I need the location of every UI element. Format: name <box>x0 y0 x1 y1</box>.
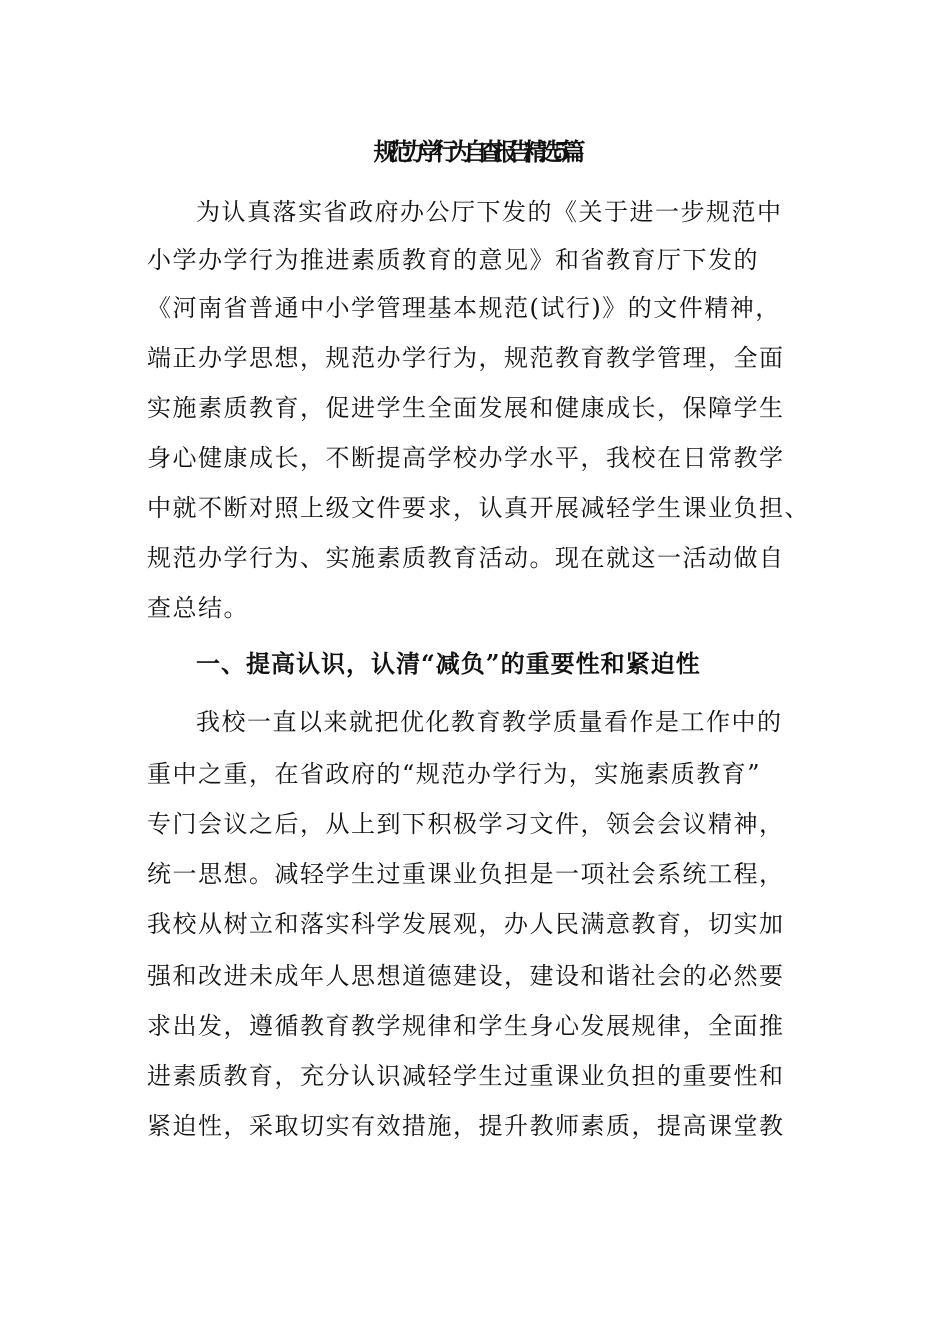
paragraph-line: 《河南省普通中小学管理基本规范(试行)》的文件精神， <box>147 294 781 322</box>
paragraph-line: 求出发，遵循教育教学规律和学生身心发展规律，全面推 <box>147 1012 785 1040</box>
paragraph-line: 我校从树立和落实科学发展观，办人民满意教育，切实加 <box>147 910 785 938</box>
paragraph-line: 查总结。 <box>147 594 249 622</box>
section-heading: 一、提高认识，认清“减负”的重要性和紧迫性 <box>196 649 701 678</box>
paragraph-line: 中就不断对照上级文件要求，认真开展减轻学生课业负担、 <box>147 494 810 522</box>
paragraph-line: 端正办学思想，规范办学行为，规范教育教学管理，全面 <box>147 344 785 372</box>
paragraph-line: 强和改进未成年人思想道德建设，建设和谐社会的必然要 <box>147 962 785 990</box>
paragraph-line: 实施素质教育，促进学生全面发展和健康成长，保障学生 <box>147 394 785 422</box>
paragraph-line: 小学办学行为推进素质教育的意见》和省教育厅下发的 <box>147 246 759 274</box>
paragraph-line: 规范办学行为、实施素质教育活动。现在就这一活动做自 <box>147 544 785 572</box>
paragraph-line: 身心健康成长，不断提高学校办学水平，我校在日常教学 <box>147 444 785 472</box>
paragraph-line: 重中之重，在省政府的“规范办学行为，实施素质教育” <box>147 760 762 788</box>
paragraph-line: 我校一直以来就把优化教育教学质量看作是工作中的 <box>196 708 783 736</box>
paragraph-line: 紧迫性，采取切实有效措施，提升教师素质，提高课堂教 <box>147 1112 785 1140</box>
paragraph-line: 为认真落实省政府办公厅下发的《关于进一步规范中 <box>196 198 783 226</box>
paragraph-line: 统一思想。减轻学生过重课业负担是一项社会系统工程， <box>147 860 785 888</box>
paragraph-line: 进素质教育，充分认识减轻学生过重课业负担的重要性和 <box>147 1062 785 1090</box>
paragraph-line: 专门会议之后，从上到下积极学习文件，领会会议精神， <box>147 810 785 838</box>
document-title: 规范办学行为自查报告精选5篇 <box>373 137 577 166</box>
